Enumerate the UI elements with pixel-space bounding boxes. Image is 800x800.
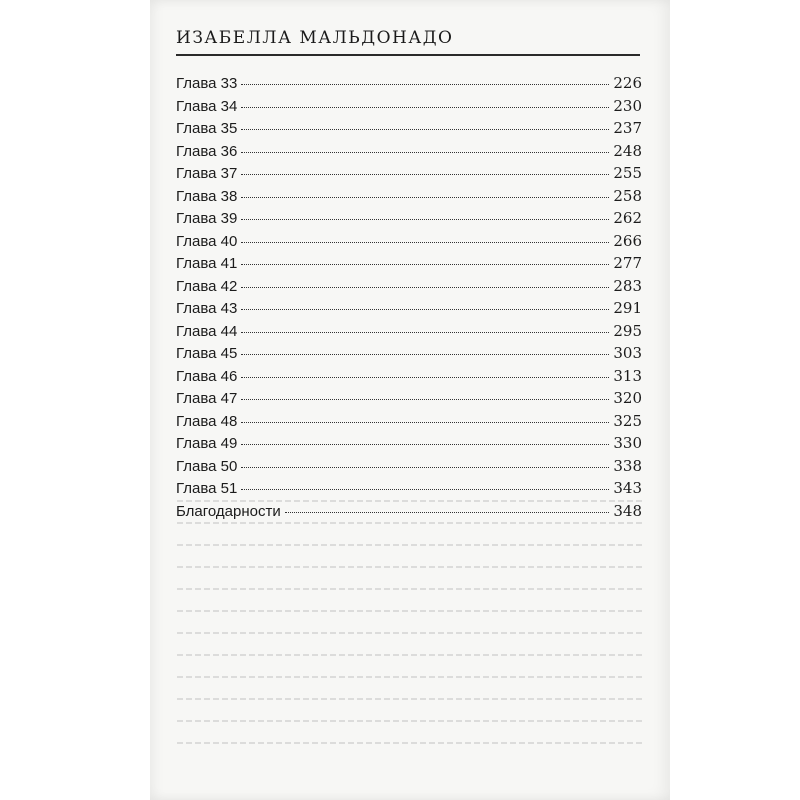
toc-entry-label: Глава 43 (176, 300, 238, 317)
toc-entry (176, 502, 642, 525)
toc-entry-page: 237 (613, 119, 642, 137)
toc-entry-page: 313 (613, 366, 642, 385)
dot-leader (241, 377, 609, 378)
toc-entry (176, 209, 642, 232)
toc-entry (176, 164, 642, 187)
toc-entry-page: 320 (613, 389, 642, 407)
toc-entry-label: Глава 37 (176, 165, 238, 182)
toc-entry (176, 97, 642, 120)
toc-entry (176, 142, 642, 165)
toc-entry-label: Глава 35 (176, 120, 238, 137)
toc-entry (176, 344, 642, 367)
dot-leader (241, 489, 609, 490)
toc-entry (176, 322, 642, 345)
toc-entry-label: Глава 49 (176, 435, 238, 452)
dot-leader (241, 399, 609, 400)
toc-entry-label: Глава 47 (176, 390, 238, 407)
toc-entry-page: 348 (613, 501, 642, 520)
toc-entry-label: Глава 33 (176, 75, 238, 92)
toc-entry (176, 389, 642, 412)
toc-entry-label: Глава 48 (176, 412, 238, 430)
toc-entry-page: 258 (613, 186, 642, 205)
running-head-title: ИЗАБЕЛЛА МАЛЬДОНАДО (176, 28, 454, 48)
toc-entry-label: Глава 51 (176, 480, 238, 497)
toc-entry-page: 291 (613, 299, 642, 317)
toc-entry-label: Глава 46 (176, 367, 238, 385)
toc-entry-label: Глава 45 (176, 345, 238, 362)
toc-entry-label: Благодарности (176, 502, 281, 520)
toc-entry-page: 277 (613, 254, 642, 272)
dot-leader (241, 219, 609, 220)
dot-leader (241, 467, 609, 468)
toc-entry-page: 325 (613, 411, 642, 430)
dot-leader (241, 264, 609, 265)
toc-entry-label: Глава 44 (176, 322, 238, 340)
toc-entry-page: 295 (613, 321, 642, 340)
toc-entry (176, 74, 642, 97)
dot-leader (241, 444, 609, 445)
toc-entry-page: 338 (613, 456, 642, 475)
toc-entry-page: 226 (613, 74, 642, 92)
dot-leader (241, 332, 609, 333)
toc-entry (176, 457, 642, 480)
dot-leader (241, 107, 609, 108)
toc-entry (176, 254, 642, 277)
dot-leader (241, 354, 609, 355)
toc-entry (176, 299, 642, 322)
toc-entry (176, 479, 642, 502)
toc-entry-label: Глава 41 (176, 255, 238, 272)
toc-entry-label: Глава 39 (176, 210, 238, 227)
toc-entry (176, 434, 642, 457)
dot-leader (241, 242, 609, 243)
toc-entry (176, 412, 642, 435)
toc-entry-page: 266 (613, 231, 642, 250)
dot-leader (241, 84, 609, 85)
toc-entry (176, 119, 642, 142)
dot-leader (285, 512, 610, 513)
dot-leader (241, 174, 609, 175)
toc-entry-page: 262 (613, 209, 642, 227)
toc-entry-page: 330 (613, 434, 642, 452)
dot-leader (241, 197, 609, 198)
toc-entry-page: 248 (613, 141, 642, 160)
toc-entry-page: 230 (613, 96, 642, 115)
toc-entry (176, 277, 642, 300)
toc-entry (176, 187, 642, 210)
table-of-contents (176, 74, 642, 524)
toc-entry-label: Глава 34 (176, 97, 238, 115)
dot-leader (241, 152, 609, 153)
toc-entry-label: Глава 36 (176, 142, 238, 160)
toc-entry-page: 283 (613, 276, 642, 295)
toc-entry-label: Глава 38 (176, 187, 238, 205)
dot-leader (241, 309, 609, 310)
dot-leader (241, 129, 609, 130)
header-rule (176, 54, 640, 56)
toc-entry (176, 367, 642, 390)
toc-entry-label: Глава 40 (176, 232, 238, 250)
toc-entry-label: Глава 42 (176, 277, 238, 295)
toc-entry-page: 303 (613, 344, 642, 362)
dot-leader (241, 287, 609, 288)
toc-entry-page: 343 (613, 479, 642, 497)
toc-entry (176, 232, 642, 255)
toc-entry-page: 255 (613, 164, 642, 182)
dot-leader (241, 422, 609, 423)
toc-entry-label: Глава 50 (176, 457, 238, 475)
